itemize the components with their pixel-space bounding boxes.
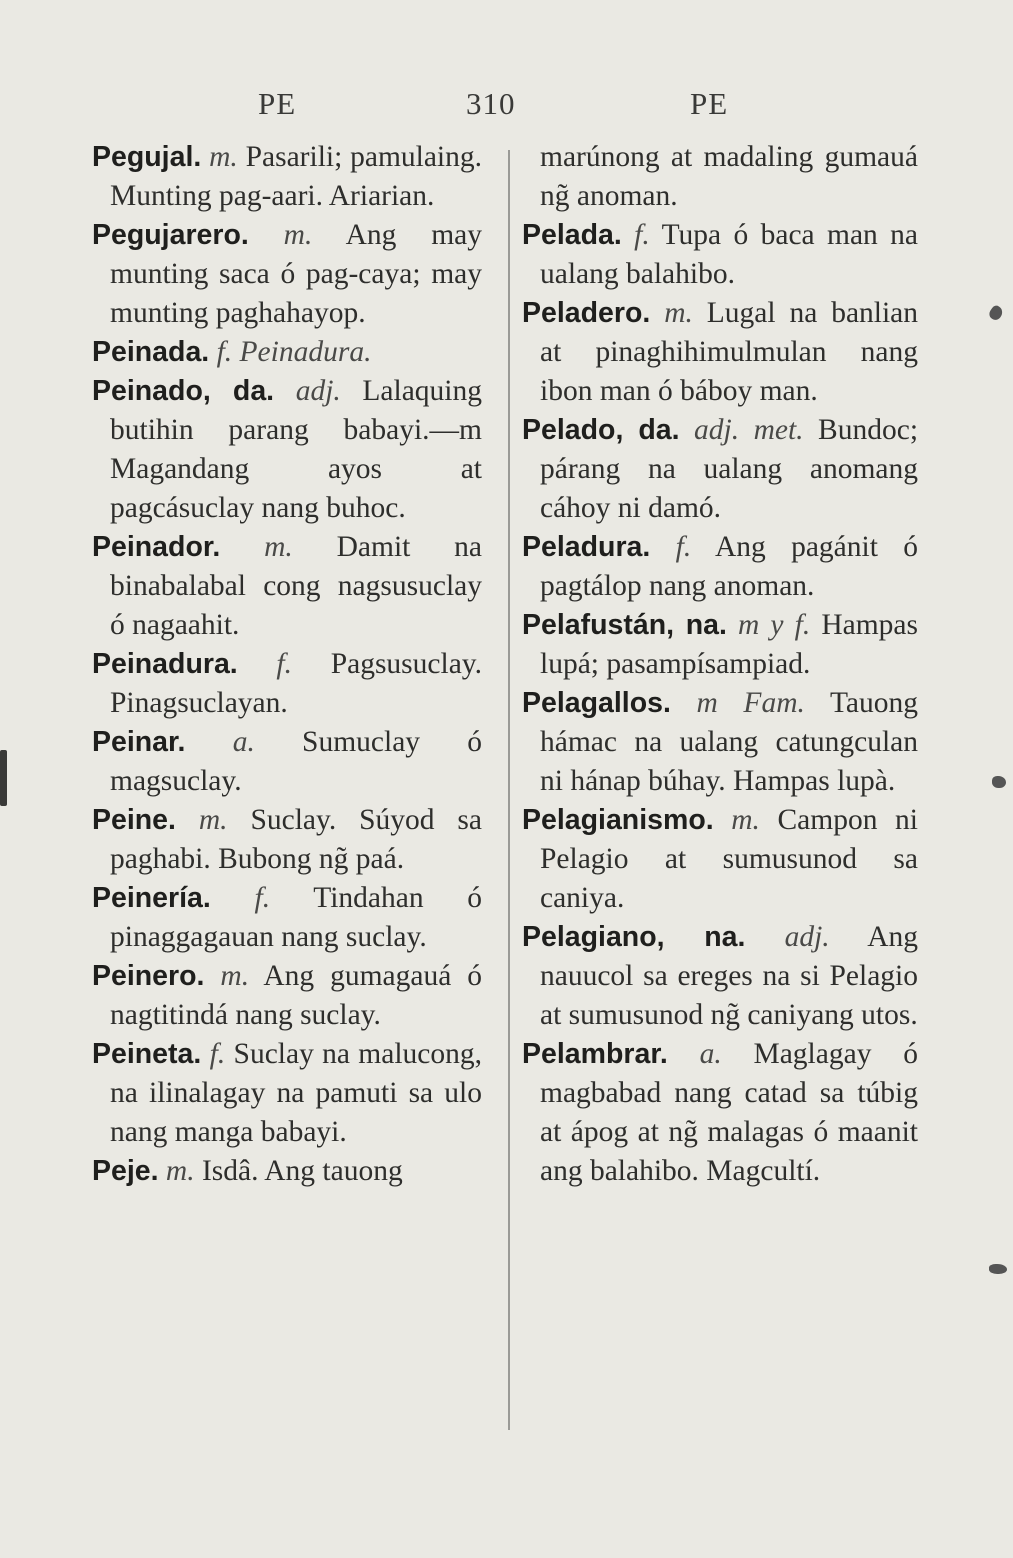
headword: Pelado, da. — [522, 414, 680, 446]
definition: Maglagay ó magbabad nang catad sa túbig at ápog at ng̃ malagas ó maanit ang balahibo. Magcultí. — [540, 1038, 918, 1187]
dictionary-entry — [92, 216, 482, 333]
dictionary-entry — [522, 1035, 918, 1191]
definition: Pagsusuclay. Pinagsuclayan. — [110, 648, 483, 719]
definition: marúnong at madaling gumauá ng̃ anoman. — [540, 141, 918, 212]
definition: Suclay na malucong, na ilinalagay na pamuti sa ulo nang manga babayi. — [110, 1038, 483, 1148]
part-of-speech: f. — [276, 648, 292, 680]
headword: Peinadura. — [92, 648, 238, 680]
part-of-speech: a. — [699, 1038, 722, 1070]
part-of-speech: m. — [664, 297, 693, 329]
dictionary-entry — [92, 723, 482, 801]
part-of-speech: adj. met. — [694, 414, 804, 446]
headword: Peineta. — [92, 1038, 202, 1070]
part-of-speech: m Fam. — [696, 687, 805, 719]
part-of-speech: adj. — [295, 375, 341, 407]
part-of-speech: m y f. — [738, 609, 811, 641]
page-number: 310 — [466, 86, 516, 121]
headword: Pelada. — [522, 219, 622, 251]
headword: Peinar. — [92, 726, 186, 758]
definition: Ang gumagauá ó nagtitindá nang suclay. — [110, 960, 482, 1031]
dictionary-entry — [92, 333, 482, 372]
headword: Peladero. — [522, 297, 651, 329]
dictionary-entry — [92, 372, 482, 528]
ink-blot-mark — [987, 304, 1005, 322]
headword: Peladura. — [522, 531, 651, 563]
part-of-speech: a. — [232, 726, 255, 758]
right-column — [522, 138, 918, 1191]
dictionary-entry — [92, 645, 482, 723]
definition: Tauong hámac na ualang catungculan ni hánap búhay. Hampas lupà. — [540, 687, 919, 797]
part-of-speech: m. — [165, 1155, 195, 1187]
ink-blot-mark — [992, 776, 1006, 788]
column-divider — [508, 150, 510, 1430]
header-left-guideword: PE — [258, 86, 297, 121]
dictionary-entry — [522, 606, 918, 684]
part-of-speech: adj. — [784, 921, 830, 953]
dictionary-entry — [92, 528, 482, 645]
part-of-speech: m. — [264, 531, 293, 563]
headword: Peinero. — [92, 960, 205, 992]
dictionary-entry — [522, 801, 918, 918]
definition: Tupa ó baca man na ualang balahibo. — [540, 219, 918, 290]
part-of-speech: f. — [675, 531, 692, 563]
part-of-speech: m. — [283, 219, 313, 251]
binding-edge-mark — [0, 750, 7, 806]
definition: Lalaquing butihin parang babayi.—m Magandang ayos at pagcásuclay nang buhoc. — [110, 375, 483, 524]
dictionary-entry — [92, 138, 482, 216]
headword: Peinador. — [92, 531, 221, 563]
dictionary-entry-continuation — [522, 138, 918, 216]
definition: Lugal na banlian at pinaghihimulmulan nang ibon man ó báboy man. — [540, 297, 919, 407]
part-of-speech: f. — [254, 882, 271, 914]
headword: Peinería. — [92, 882, 211, 914]
part-of-speech: f. — [209, 1038, 226, 1070]
definition: Isdâ. Ang tauong — [201, 1155, 403, 1187]
definition: Ang may munting saca ó pag-caya; may munting paghahayop. — [110, 219, 482, 329]
dictionary-entry — [522, 918, 918, 1035]
headword: Peinada. — [92, 336, 210, 368]
part-of-speech: f. Peinadura. — [216, 336, 372, 368]
dictionary-entry — [92, 1152, 482, 1191]
definition: Hampas lupá; pasampísampiad. — [540, 609, 919, 680]
dictionary-entry — [522, 684, 918, 801]
dictionary-entry — [522, 528, 918, 606]
definition: Campon ni Pelagio at sumusunod sa caniya. — [540, 804, 918, 914]
part-of-speech: f. — [634, 219, 650, 251]
definition: Pasarili; pamulaing. Munting pag-aari. Ariarian. — [110, 141, 482, 212]
header-right-guideword: PE — [690, 86, 729, 121]
headword: Peje. — [92, 1155, 159, 1187]
definition: Suclay. Súyod sa paghabi. Bubong ng̃ paá. — [110, 804, 483, 875]
dictionary-entry — [92, 879, 482, 957]
definition: Bundoc; párang na ualang anomang cáhoy ni damó. — [540, 414, 919, 524]
part-of-speech: m. — [209, 141, 238, 173]
page-header — [0, 86, 1013, 126]
headword: Pegujarero. — [92, 219, 249, 251]
definition: Damit na binabalabal cong nagsusuclay ó nagaahit. — [110, 531, 482, 641]
ink-blot-mark — [989, 1264, 1007, 1274]
headword: Pelagallos. — [522, 687, 671, 719]
part-of-speech: m. — [220, 960, 250, 992]
definition: Sumuclay ó magsuclay. — [110, 726, 482, 797]
headword: Peine. — [92, 804, 176, 836]
headword: Pelagianismo. — [522, 804, 714, 836]
headword: Peinado, da. — [92, 375, 275, 407]
headword: Pelafustán, na. — [522, 609, 727, 641]
part-of-speech: m. — [198, 804, 228, 836]
headword: Pelambrar. — [522, 1038, 668, 1070]
headword: Pelagiano, na. — [522, 921, 746, 953]
definition: Tindahan ó pinaggagauan nang suclay. — [110, 882, 483, 953]
dictionary-entry — [522, 216, 918, 294]
dictionary-entry — [92, 1035, 482, 1152]
headword: Pegujal. — [92, 141, 202, 173]
definition: Ang pagánit ó pagtálop nang anoman. — [540, 531, 919, 602]
dictionary-entry — [92, 801, 482, 879]
dictionary-entry — [522, 294, 918, 411]
dictionary-entry — [522, 411, 918, 528]
definition: Ang nauucol sa ereges na si Pelagio at sumusunod ng̃ caniyang utos. — [540, 921, 918, 1031]
left-column — [92, 138, 482, 1191]
dictionary-entry — [92, 957, 482, 1035]
part-of-speech: m. — [731, 804, 760, 836]
